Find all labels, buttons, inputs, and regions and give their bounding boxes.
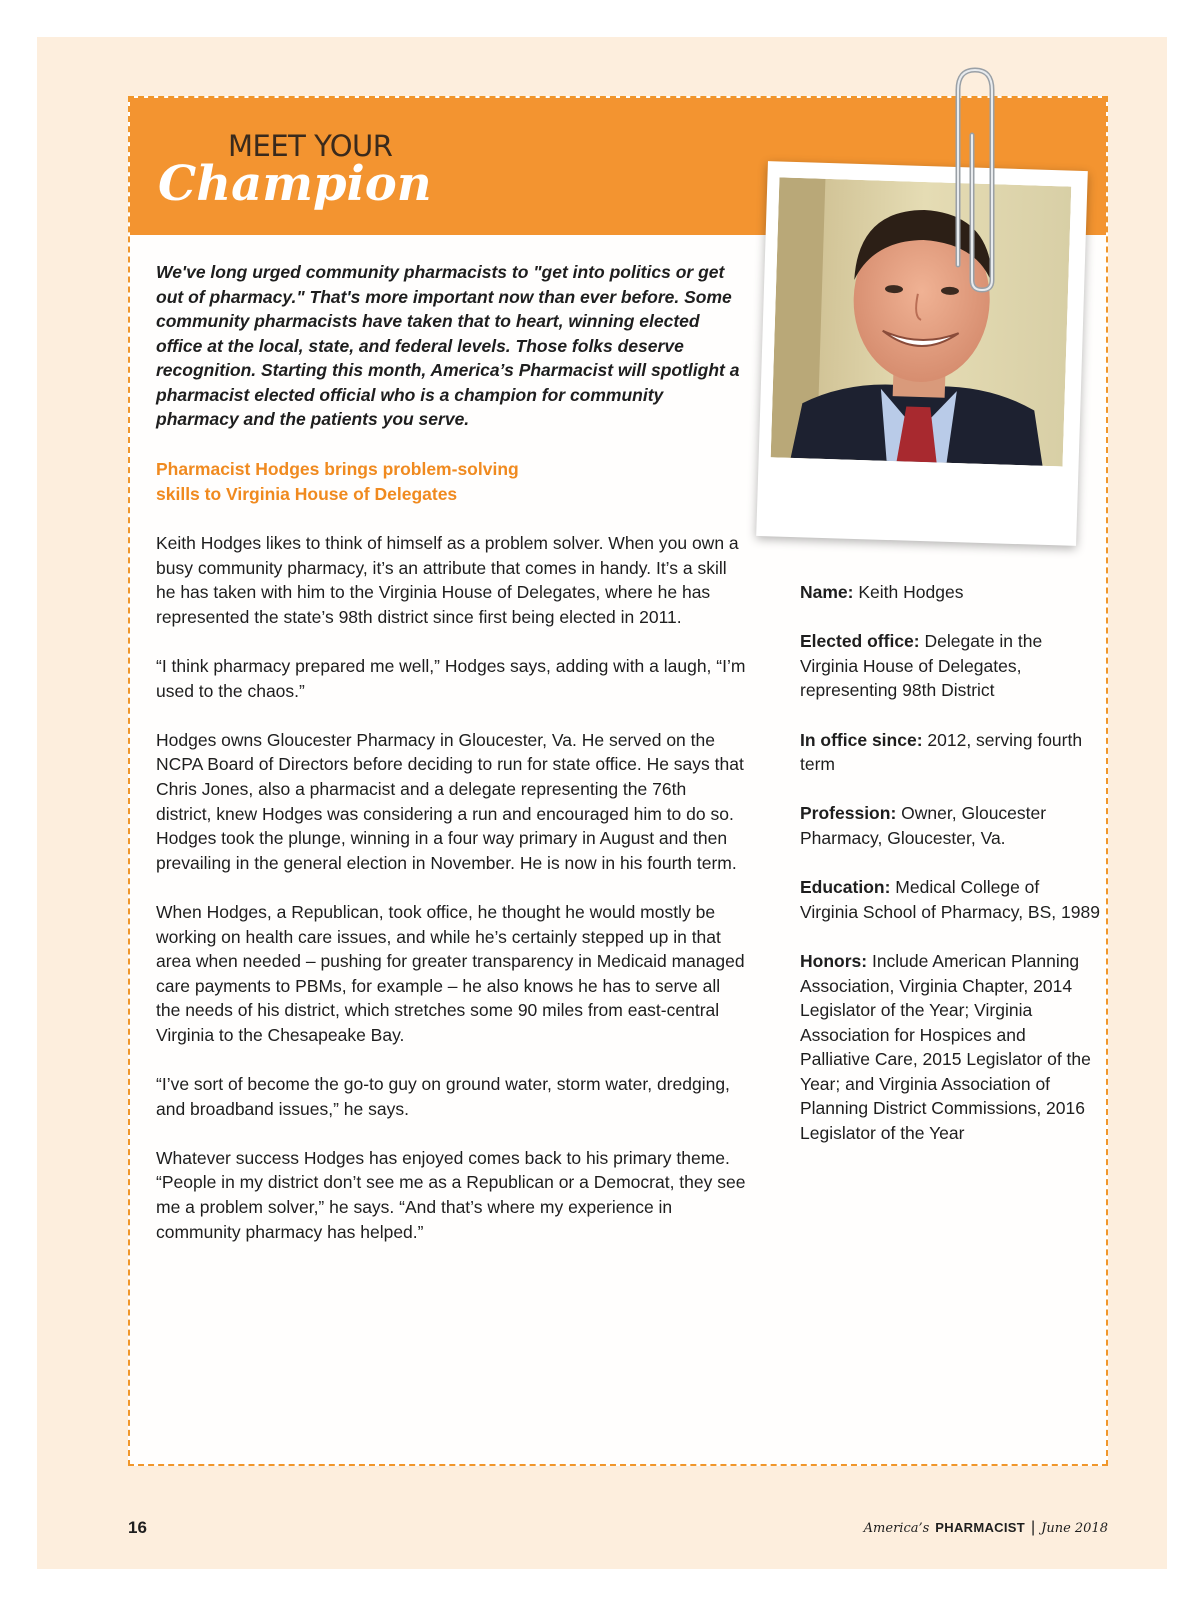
fact-value: 2012, serving fourth term <box>800 729 1083 775</box>
fact-name <box>800 580 1100 605</box>
headline: Champion <box>158 156 432 212</box>
magazine-prefix: America’s <box>863 1521 930 1536</box>
fact-value: Delegate in the Virginia House of Delegates, representing 98th District <box>800 631 1043 701</box>
fact-value: Owner, Gloucester Pharmacy, Gloucester, Va. <box>800 803 1047 848</box>
fact-office <box>800 629 1100 703</box>
issue-date: June 2018 <box>1041 1521 1108 1536</box>
fact-label: Honors: <box>800 950 868 971</box>
portrait-photo <box>771 177 1072 466</box>
fact-honors <box>800 949 1100 1146</box>
fact-value: Medical College of Virginia School of Pharmacy, BS, 1989 <box>800 877 1100 922</box>
magazine-name: PHARMACIST <box>935 1520 1025 1535</box>
fact-label: Education: <box>800 877 891 898</box>
fact-label: Elected office: <box>800 631 920 652</box>
intro-paragraph: We've long urged community pharmacists to "get into politics or get out of pharmacy." That's more important now than ever before. Some community pharmacists have taken that to heart, winning elected office at the local, state, and federal levels. Those folks deserve recognition. Starting this month, America’s Pharmacist will spotlight a pharmacist elected official who is a champion for community pharmacy and the patients you serve. <box>156 262 740 429</box>
article-subhead: Pharmacist Hodges brings problem-solving skills to Virginia House of Delegates <box>156 459 519 504</box>
fact-label: In office since: <box>800 729 923 750</box>
fact-education <box>800 875 1100 924</box>
polaroid-photo-frame <box>756 161 1088 546</box>
paperclip-icon <box>940 65 1000 295</box>
fact-since <box>800 728 1100 777</box>
fact-value: Include American Planning Association, Virginia Chapter, 2014 Legislator of the Year; Virginia Association for Hospices and Palliative Care, 2015 Legislator of the Year; and Virginia Association of Planning District Commissions, 2016 Legislator of the Year <box>800 950 1091 1144</box>
body-paragraph: Keith Hodges likes to think of himself as a problem solver. When you own a busy community pharmacy, it’s an attribute that comes in handy. It’s a skill he has taken with him to the Virginia House of Delegates, where he has represented the state’s 98th district since first being elected in 2011. <box>156 533 739 627</box>
body-paragraph: “I think pharmacy prepared me well,” Hodges says, adding with a laugh, “I’m used to the chaos.” <box>156 655 746 701</box>
fact-value: Keith Hodges <box>858 582 964 602</box>
fact-sidebar <box>800 580 1100 1170</box>
running-footer <box>864 1519 1108 1537</box>
kicker: MEET YOUR <box>228 129 393 163</box>
page-number: 16 <box>128 1518 147 1537</box>
footer-separator: | <box>1030 1519 1036 1536</box>
body-paragraph: When Hodges, a Republican, took office, he thought he would mostly be working on health care issues, and while he’s certainly stepped up in that area when needed – pushing for greater transparency in Medicaid managed care payments to PBMs, for example – he also knows he has to serve all the needs of his district, which stretches some 90 miles from east-central Virginia to the Chesapeake Bay. <box>156 901 745 1045</box>
article-body <box>156 531 746 1269</box>
body-paragraph: Whatever success Hodges has enjoyed comes back to his primary theme. “People in my district don’t see me as a Republican or a Democrat, they see me a problem solver,” he says. “And that’s where my experience in community pharmacy has helped.” <box>156 1147 746 1242</box>
fact-profession <box>800 801 1100 850</box>
fact-label: Profession: <box>800 803 897 824</box>
fact-label: Name: <box>800 582 854 602</box>
body-paragraph: “I’ve sort of become the go-to guy on ground water, storm water, dredging, and broadband issues,” he says. <box>156 1074 730 1119</box>
body-paragraph: Hodges owns Gloucester Pharmacy in Gloucester, Va. He served on the NCPA Board of Directors before deciding to run for state office. He says that Chris Jones, also a pharmacist and a delegate representing the 76th district, knew Hodges was considering a run and encouraged him to do so. Hodges took the plunge, winning in a four way primary in August and then prevailing in the general election in November. He is now in his fourth term. <box>156 729 744 873</box>
